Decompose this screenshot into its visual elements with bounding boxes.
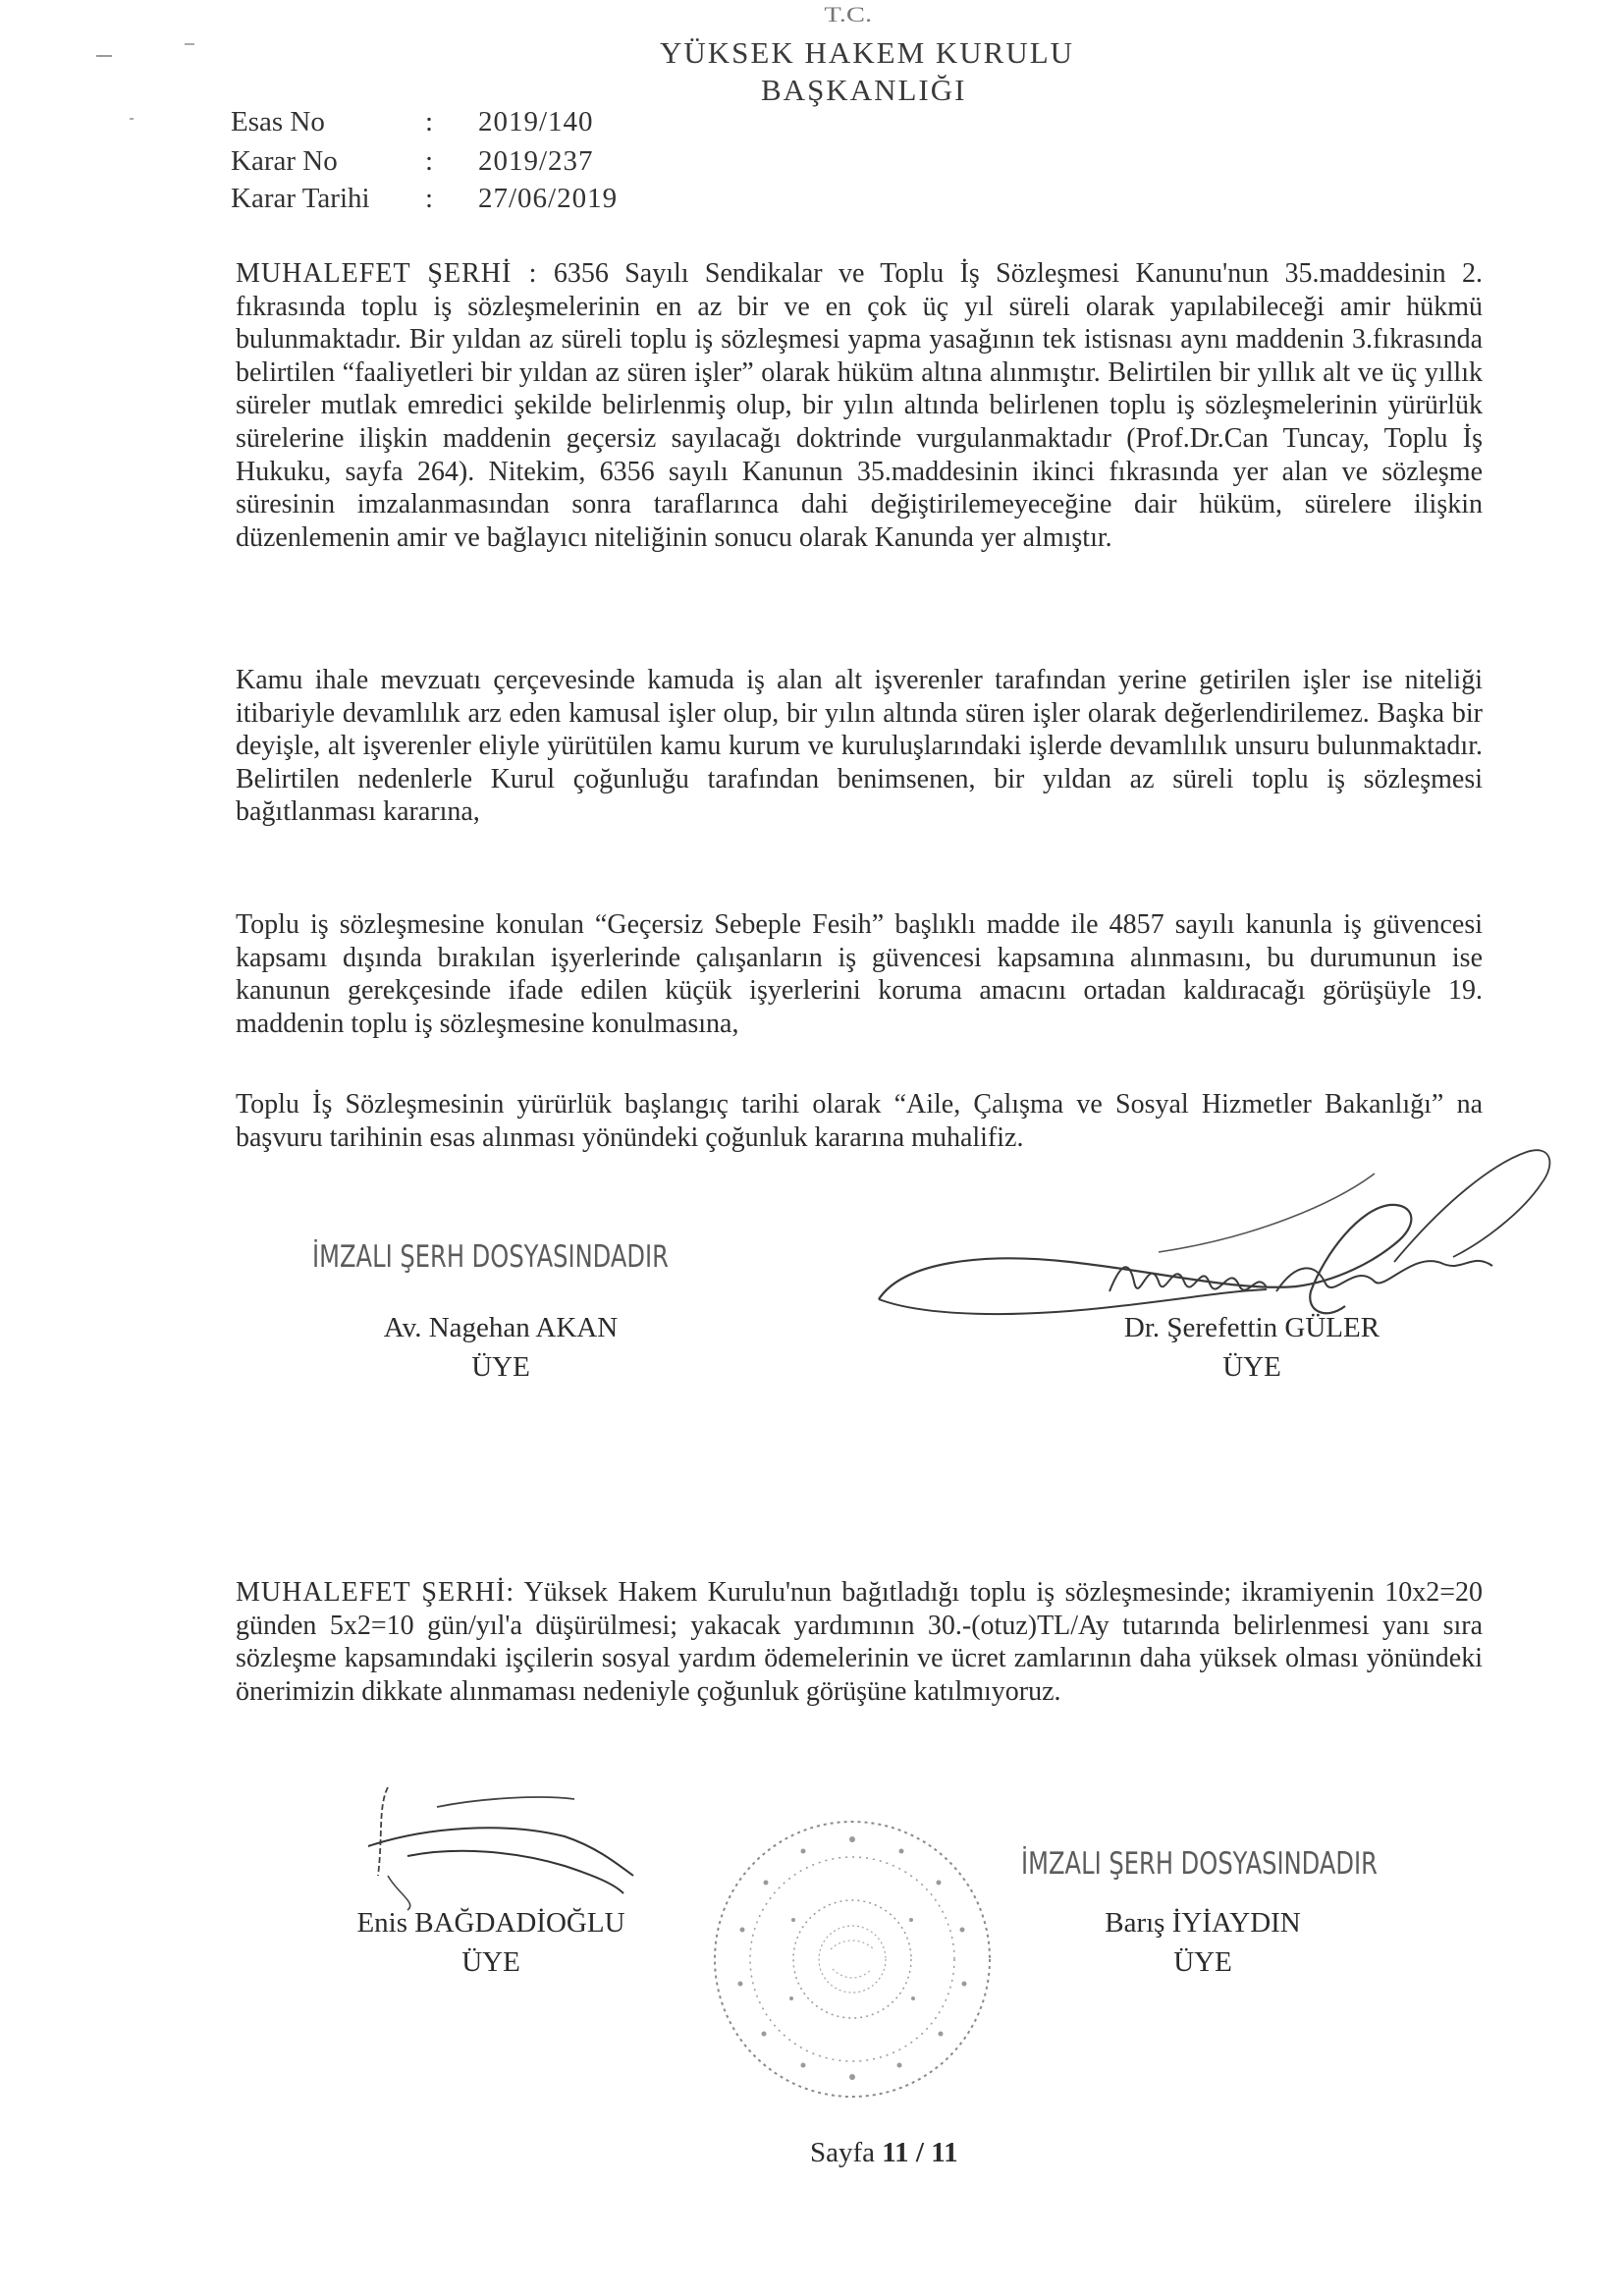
dissent-paragraph-1 bbox=[236, 257, 1483, 554]
signatory-name: Enis BAĞDADİOĞLU bbox=[356, 1907, 625, 1939]
handwritten-signature-bagdadioglu bbox=[349, 1768, 663, 1915]
signature-stroke bbox=[879, 1205, 1411, 1313]
signature-stroke bbox=[879, 1289, 1267, 1314]
meta-separator: : bbox=[425, 106, 434, 137]
dissent-heading: MUHALEFET ŞERHİ: bbox=[236, 1577, 515, 1608]
signatory-role: ÜYE bbox=[461, 1946, 520, 1978]
meta-label: Esas No bbox=[231, 106, 325, 137]
page-label: Sayfa bbox=[810, 2137, 876, 2168]
page-number: 11 / 11 bbox=[882, 2137, 958, 2168]
signatory-role: ÜYE bbox=[1173, 1946, 1232, 1978]
meta-separator: : bbox=[425, 183, 434, 214]
meta-label: Karar Tarihi bbox=[231, 183, 370, 214]
signatory-role: ÜYE bbox=[1222, 1351, 1281, 1383]
meta-row-esas bbox=[231, 106, 643, 141]
institution-name: YÜKSEK HAKEM KURULU bbox=[660, 35, 1075, 70]
signature-stroke bbox=[1394, 1150, 1549, 1262]
signature-stroke bbox=[388, 1876, 410, 1910]
meta-label: Karar No bbox=[231, 145, 338, 177]
signature-stroke bbox=[378, 1787, 388, 1876]
meta-row-tarih bbox=[231, 183, 643, 218]
dissent-heading: MUHALEFET ŞERHİ : bbox=[236, 258, 538, 289]
signatory-name: Barış İYİAYDIN bbox=[1105, 1907, 1301, 1939]
meta-separator: : bbox=[425, 145, 434, 177]
scan-speck bbox=[130, 118, 134, 120]
dissent-paragraph-3: Toplu iş sözleşmesine konulan “Geçersiz Sebeple Fesih” başlıklı madde ile 4857 sayılı kanunla iş güvencesi kapsamı dışında bırakılan işyerlerinde çalışanların iş güvencesi kapsamına alınmasını, bu durumunun ise kanunun gerekçesinde ifade edilen küçük işyerlerini koruma amacını ortadan kaldıracağı görüşüyle 19. maddenin toplu iş sözleşmesine konulmasına, bbox=[236, 909, 1483, 1039]
signature-stroke bbox=[437, 1797, 574, 1807]
signature-stroke bbox=[1159, 1174, 1375, 1252]
dissent-paragraph-4: Toplu İş Sözleşmesinin yürürlük başlangıç tarihi olarak “Aile, Çalışma ve Sosyal Hizmetler Bakanlığı” na başvuru tarihinin esas alınması yönündeki çoğunluk kararına muhalifiz. bbox=[236, 1089, 1483, 1153]
signature-stroke bbox=[1276, 1261, 1492, 1291]
signatory-role: ÜYE bbox=[471, 1351, 530, 1383]
page-indicator bbox=[810, 2137, 958, 2169]
signature-stroke bbox=[368, 1828, 633, 1876]
signature-stroke bbox=[407, 1851, 623, 1893]
signatory-name: Dr. Şerefettin GÜLER bbox=[1123, 1312, 1380, 1343]
scan-speck bbox=[185, 43, 194, 45]
dissent-text: Yüksek Hakem Kurulu'nun bağıtladığı toplu iş sözleşmesinde; ikramiyenin 10x2=20 günden 5x2=10 gün/yıl'a düşürülmesi; yakacak yardımının 30.-(otuz)TL/Ay tutarında belirlenmesi yanı sıra sözleşme kapsamındaki işçilerin sosyal yardım ödemelerinin ve ücret zamlarının daha yüksek olması yönündeki önerimizin dikkate alınmaması nedeniyle çoğunluk görüşüne katılmıyoruz. bbox=[236, 1577, 1483, 1707]
header-top-mark: T.C. bbox=[824, 2, 873, 27]
official-seal-icon bbox=[705, 1812, 1000, 2106]
meta-row-karar bbox=[231, 145, 643, 181]
signed-dissent-stamp: İMZALI ŞERH DOSYASINDADIR bbox=[312, 1239, 669, 1275]
dissent-text: 6356 Sayılı Sendikalar ve Toplu İş Sözleşmesi Kanunu'nun 35.maddesinin 2. fıkrasında toplu iş sözleşmelerinin en az bir ve en çok üç yıl süreli olarak yapılabileceği amir hükmü bulunmaktadır. Bir yıldan az süreli toplu iş sözleşmesi yapma yasağının tek istisnası aynı maddenin 3.fıkrasında belirtilen “faaliyetleri bir yıldan az süren işler” olarak hüküm altına alınmıştır. Belirtilen bir yıllık alt ve üç yıllık süreler mutlak emredici şekilde belirlenmiş olup, bir yılın altında belirlenen toplu iş sözleşmelerinin yürürlük sürelerine ilişkin maddenin geçersiz sayılacağı doktrinde vurgulanmaktadır (Prof.Dr.Can Tuncay, Toplu İş Hukuku, sayfa 264). Nitekim, 6356 sayılı Kanunun 35.maddesinin ikinci fıkrasında yer alan ve sözleşme süresinin imzalanmasından sonra taraflarınca dahi değiştirilemeyeceğine dair hüküm, sürelere ilişkin düzenlemenin amir ve bağlayıcı niteliğinin sonucu olarak Kanunda yer almıştır. bbox=[236, 258, 1484, 553]
dissent-paragraph-5 bbox=[236, 1576, 1483, 1708]
meta-value: 27/06/2019 bbox=[478, 183, 619, 214]
signed-dissent-stamp: İMZALI ŞERH DOSYASINDADIR bbox=[1021, 1846, 1378, 1882]
meta-value: 2019/140 bbox=[478, 106, 594, 137]
signatory-name: Av. Nagehan AKAN bbox=[383, 1312, 619, 1343]
dissent-paragraph-2: Kamu ihale mevzuatı çerçevesinde kamuda iş alan alt işverenler tarafından yerine getirilen işler ise niteliği itibariyle devamlılık arz eden kamusal işler olup, bir yılın altında süren işler olarak değerlendirilemez. Başka bir deyişle, alt işverenler eliyle yürütülen kamu kurum ve kuruluşlarındaki işlerde devamlılık unsuru bulunmaktadır. Belirtilen nedenlerle Kurul çoğunluğu tarafından benimsenen, bir yıldan az süreli toplu iş sözleşmesi bağıtlanması kararına, bbox=[236, 665, 1483, 828]
meta-value: 2019/237 bbox=[478, 145, 594, 177]
institution-subtitle: BAŞKANLIĞI bbox=[761, 73, 967, 107]
scan-speck bbox=[96, 55, 112, 57]
